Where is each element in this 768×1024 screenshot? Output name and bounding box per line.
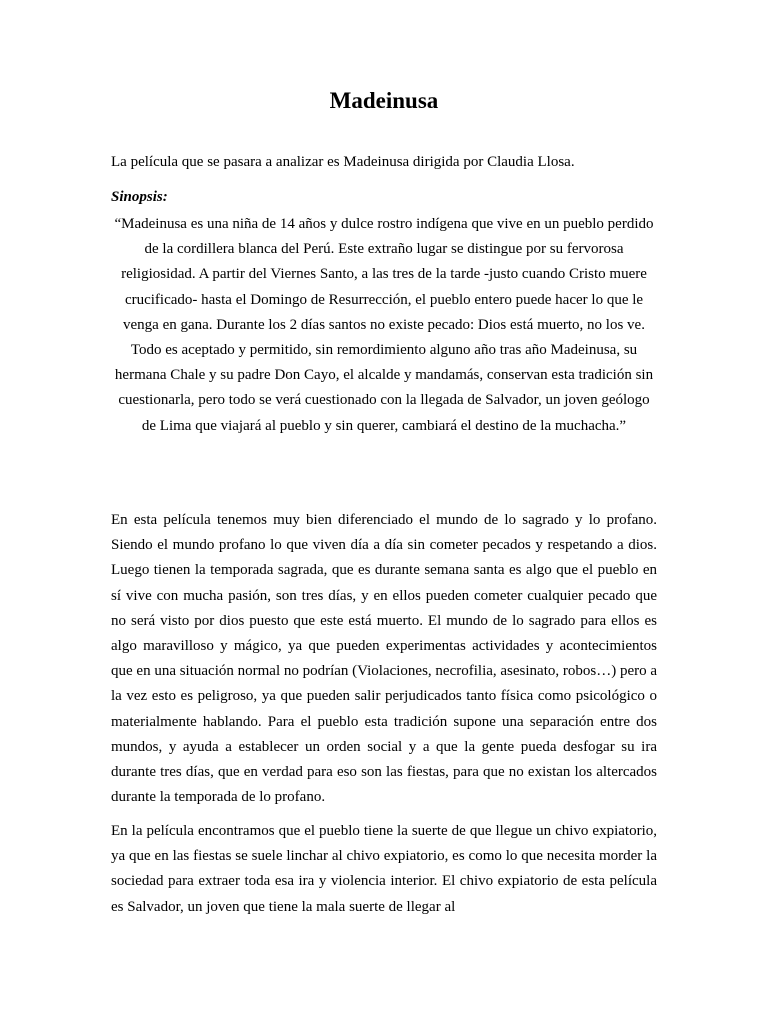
document-title: Madeinusa [329,88,439,113]
sinopsis-heading: Sinopsis: [111,189,168,205]
sinopsis-quote: “Madeinusa es una niña de 14 años y dulce rostro indígena que vive en un pueblo perdido de la cordillera blanca del Perú. Este extraño lugar se distingue por su fervorosa religiosidad. A partir del Viernes Santo, a las tres de la tarde -justo cuando Cristo muere crucificado- hasta el Domingo de Resurrección, el pueblo entero puede hacer lo que le venga en gana. Durante los 2 días santos no existe pecado: Dios está muerto, no los ve. Todo es aceptado y permitido, sin remordimiento alguno año tras año Madeinusa, su hermana Chale y su padre Don Cayo, el alcalde y mandamás, conservan esta tradición sin cuestionarla, pero todo se verá cuestionado con la llegada de Salvador, un joven geólogo de Lima que viajará al pueblo y sin querer, cambiará el destino de la muchacha.” [114,216,654,434]
intro-paragraph: La película que se pasara a analizar es Madeinusa dirigida por Claudia Llosa. [111,154,575,170]
body-paragraph-1: En esta película tenemos muy bien diferenciado el mundo de lo sagrado y lo profano. Siendo el mundo profano lo que viven día a día sin cometer pecados y respetando a dios. Luego tienen la temporada sagrada, que es durante semana santa es algo que el pueblo en sí vive con mucha pasión, son tres días, y en ellos pueden cometer cualquier pecado que no será visto por dios puesto que este está muerto. El mundo de lo sagrado para ellos es algo maravilloso y mágico, ya que pueden experimentas actividades y acontecimientos que en una situación normal no podrían (Violaciones, necrofilia, asesinato, robos…) pero a la vez esto es peligroso, ya que pueden salir perjudicados tanto física como psicológico o materialmente hablando. Para el pueblo esta tradición supone una separación entre dos mundos, y ayuda a establecer un orden social y a que la gente pueda desfogar su ira durante tres días, que en verdad para eso son las fiestas, para que no existan los altercados durante la temporada de lo profano. [111,512,658,806]
body-paragraph-2: En la película encontramos que el pueblo tiene la suerte de que llegue un chivo expiatorio, ya que en las fiestas se suele linchar al chivo expiatorio, es como lo que necesita morder la sociedad para extraer toda esa ira y violencia interior. El chivo expiatorio de esta película es Salvador, un joven que tiene la mala suerte de llegar al [111,823,657,915]
